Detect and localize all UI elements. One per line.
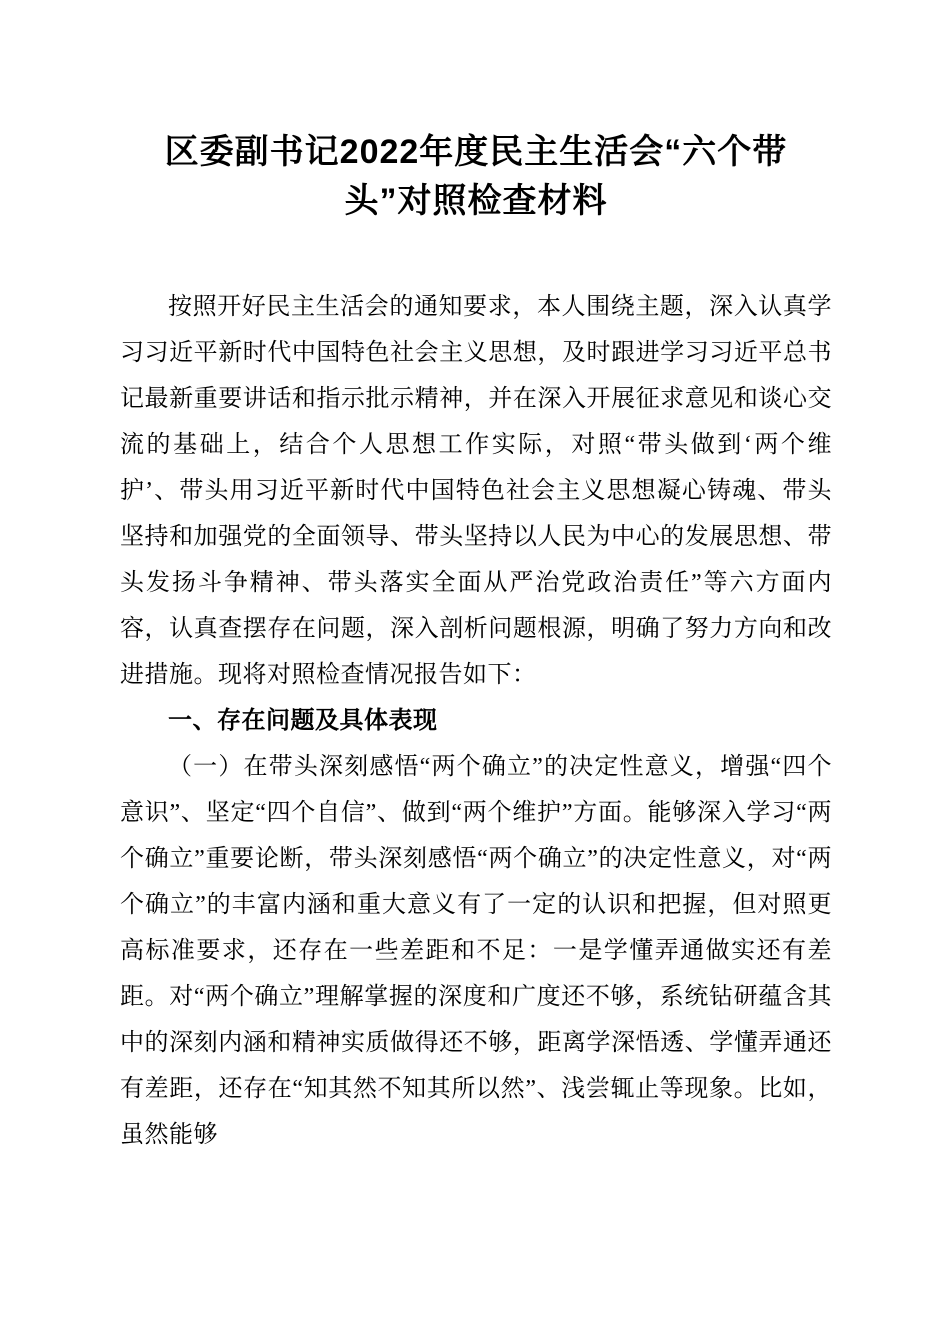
paragraph-intro: 按照开好民主生活会的通知要求，本人围绕主题，深入认真学习习近平新时代中国特色社会主义思想，及时跟进学习习近平总书记最新重要讲话和指示批示精神，并在深入开展征求意见和谈心交流的基础上，结合个人思想工作实际，对照“带头做到‘两个维护’、带头用习近平新时代中国特色社会主义思想凝心铸魂、带头坚持和加强党的全面领导、带头坚持以人民为中心的发展思想、带头发扬斗争精神、带头落实全面从严治党政治责任”等六方面内容，认真查摆存在问题，深入剖析问题根源，明确了努力方向和改进措施。现将对照检查情况报告如下： bbox=[120, 294, 832, 688]
paragraph-problem-detail: （一）在带头深刻感悟“两个确立”的决定性意义，增强“四个意识”、坚定“四个自信”、做到“两个维护”方面。能够深入学习“两个确立”重要论断，带头深刻感悟“两个确立”的决定性意义，对“两个确立”的丰富内涵和重大意义有了一定的认识和把握，但对照更高标准要求，还存在一些差距和不足：一是学懂弄通做实还有差距。对“两个确立”理解掌握的深度和广度还不够，系统钻研蕴含其中的深刻内涵和精神实质做得还不够，距离学深悟透、学懂弄通还有差距，还存在“知其然不知其所以然”、浅尝辄止等现象。比如，虽然能够 bbox=[120, 754, 832, 1148]
section-heading-problems: 一、存在问题及具体表现 bbox=[168, 707, 438, 734]
document-title: 区委副书记2022年度民主生活会“六个带头”对照检查材料 bbox=[164, 133, 788, 220]
